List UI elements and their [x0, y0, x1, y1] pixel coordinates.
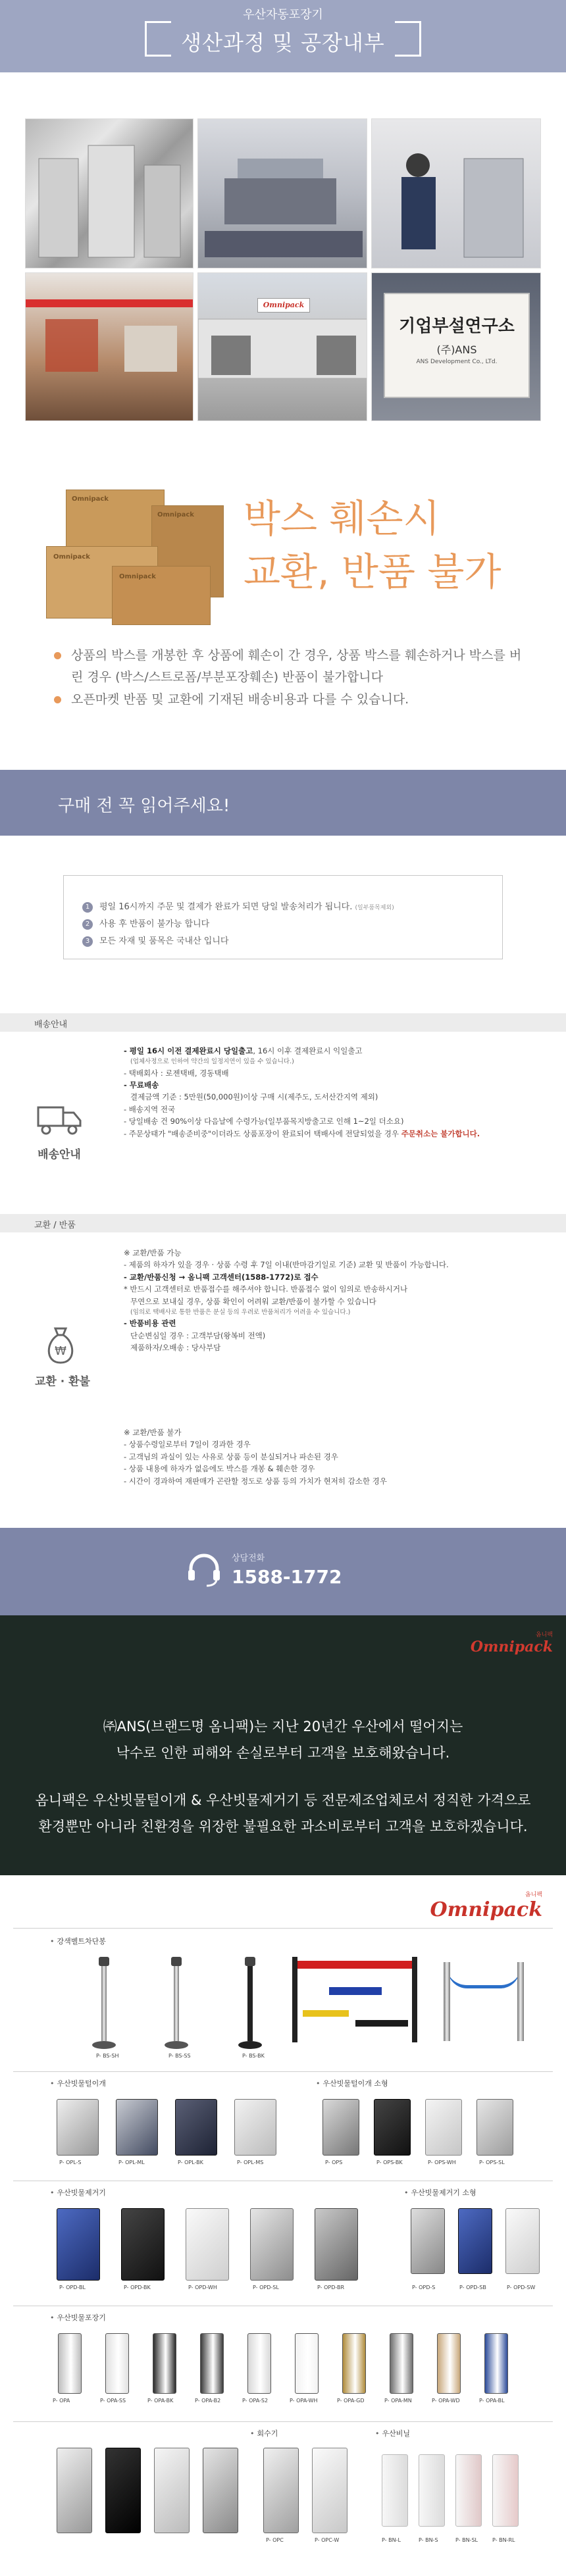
product-label: P- OPD-S: [412, 2285, 436, 2290]
contact-phone[interactable]: 1588-1772: [232, 1566, 342, 1588]
product-label: P- OPD-SL: [253, 2285, 279, 2290]
brand-logo-en: Omnipack: [470, 1638, 553, 1655]
building-shapes: [198, 273, 367, 421]
product-label: P- OPD-SW: [507, 2285, 536, 2290]
product-stanchion[interactable]: [92, 1957, 116, 2049]
product-label: P- OPA-MN: [384, 2398, 412, 2404]
product-shaker-small[interactable]: [322, 2099, 359, 2156]
product-remover[interactable]: [315, 2208, 358, 2281]
catalog-brand-en: Omnipack: [430, 1898, 542, 1921]
product-remover-small[interactable]: [458, 2208, 492, 2274]
product-label: P- OPL-MS: [237, 2159, 264, 2165]
product-label: P- OPA-B2: [195, 2398, 221, 2404]
exchange-line: * 반드시 고객센터로 반품접수를 해주셔야 합니다. 반품접수 없이 임의로 반송하시거나: [124, 1284, 408, 1294]
product-label: P- OPS: [325, 2159, 343, 2165]
header-subtitle: 우산자동포장기: [243, 8, 323, 22]
exchange-line: 무연으로 보내실 경우, 상품 확인이 어려워 교환/반품이 불가할 수 있습니다: [130, 1296, 376, 1306]
read-item-text: 모든 자재 및 품목은 국내산 입니다: [99, 936, 229, 946]
product-label: P- OPL-ML: [118, 2159, 145, 2165]
read-before-title: 구매 전 꼭 읽어주세요!: [58, 796, 230, 816]
lab-sign-company: (주)ANS: [436, 343, 477, 356]
product-remover[interactable]: [121, 2208, 165, 2281]
product-wrapper[interactable]: [100, 2333, 134, 2406]
exchange-line: - 제품의 하자가 있을 경우 · 상품 수령 후 7일 이내(반마감기일로 기준) 교환 및 반품이 가능합니다.: [124, 1260, 449, 1270]
product-label: P- OPS-SL: [479, 2159, 505, 2165]
product-label: P- OPL-S: [59, 2159, 82, 2165]
product-label: P- OPA-WH: [290, 2398, 318, 2404]
catalog-section-title: • 우산빗물털이개 소형: [316, 2078, 388, 2088]
product-label: P- OPA: [53, 2398, 70, 2404]
wrapper-product-row: [53, 2333, 527, 2406]
catalog-divider: [13, 2071, 553, 2072]
product-wrapper-body: [295, 2333, 319, 2394]
catalog-divider: [13, 2421, 553, 2422]
product-shaker[interactable]: [234, 2099, 276, 2156]
product-label: P- OPD-SB: [459, 2285, 486, 2290]
product-remover-small[interactable]: [505, 2208, 540, 2274]
product-wrapper[interactable]: [432, 2333, 466, 2406]
product-remover[interactable]: [57, 2208, 100, 2281]
exchange-line: (임의로 택배사로 통한 반품은 분실 등의 우려로 반품처리가 어려울 수 있습니다.): [130, 1308, 351, 1316]
shipping-line: (업체사정으로 인하여 약간의 일정지연이 있을 수 있습니다.): [130, 1058, 294, 1066]
product-remover[interactable]: [250, 2208, 294, 2281]
catalog-section-title: • 우산빗물포장기: [50, 2312, 106, 2323]
product-wrapper-body: [200, 2333, 224, 2394]
product-vinyl[interactable]: [419, 2454, 445, 2527]
product-wrapper[interactable]: [53, 2333, 87, 2406]
lab-sign-sub: ANS Development Co., LTd.: [416, 359, 498, 365]
read-item-text: 평일 16시까지 주문 및 결제가 완료가 되면 당일 발송처리가 됩니다.: [99, 902, 353, 912]
box-title-line1: 박스 훼손시: [244, 496, 440, 541]
factory-photo-corridor: [25, 272, 193, 421]
product-label: P- BN-SL: [455, 2537, 478, 2543]
product-catalog: [0, 1875, 566, 2576]
box-image-left: Omnipack: [46, 546, 158, 619]
shipping-title: 배송안내: [38, 1148, 81, 1161]
product-wrapper-body: [105, 2333, 129, 2394]
product-wrapper-body: [484, 2333, 508, 2394]
product-stanchion[interactable]: [165, 1957, 188, 2049]
worker-shapes: [372, 119, 541, 268]
exchange-bar-label: 교환 / 반품: [34, 1221, 76, 1230]
read-item-number: 2: [82, 919, 93, 930]
product-stand[interactable]: [203, 2448, 238, 2533]
shipping-line: - 택배회사 : 로젠택배, 경동택배: [124, 1068, 229, 1078]
shipping-line: - 주문상태가 "배송준비중"이더라도 상품포장이 완료되어 택배사에 전달되었을 경우 주문취소는 불가합니다.: [124, 1128, 480, 1138]
box-damage-section: [0, 474, 566, 750]
catalog-brand-ko: 옴니팩: [525, 1892, 542, 1898]
box-notice-item: 상품의 박스를 개봉한 후 상품에 훼손이 간 경우, 상품 박스를 훼손하거나 박스를 버린 경우 (박스/스트로폼/부분포장훼손) 반품이 불가합니다: [53, 645, 527, 689]
catalog-brand-logo: [430, 1890, 542, 1921]
product-wrapper-body: [153, 2333, 176, 2394]
read-item-number: 3: [82, 936, 93, 947]
product-wrapper-body: [437, 2333, 461, 2394]
box-image-back: Omnipack: [66, 490, 165, 588]
product-wrapper-body: [390, 2333, 413, 2394]
read-item: [82, 899, 394, 913]
company-text: 옴니팩은 우산빗물털이개 & 우산빗물제거기 등 전문제조업체로서 정직한 가격으로: [35, 1792, 531, 1808]
product-label: P- OPD-BL: [59, 2285, 86, 2290]
contact-band: [0, 1528, 566, 1615]
product-label: P- OPA-S2: [242, 2398, 269, 2404]
company-para-1: [0, 1714, 566, 1767]
company-text: 낙수로 인한 피해와 손실로부터 고객을 보호해왔습니다.: [116, 1744, 450, 1761]
exchange-line: - 시간이 경과하여 재판매가 곤란할 정도로 상품 등의 가치가 현저히 감소한 경우: [124, 1476, 387, 1486]
catalog-section-title: • 회수기: [250, 2428, 278, 2438]
shipping-bar-label: 배송안내: [34, 1020, 68, 1030]
exchange-line: - 교환/반품신청 → 옴니팩 고객센터(1588-1772)로 접수: [124, 1272, 319, 1282]
header-title: 생산과정 및 공장내부: [181, 30, 385, 55]
product-stand[interactable]: [57, 2448, 92, 2533]
factory-photo-machines: [25, 118, 193, 268]
read-before-box: [63, 875, 503, 959]
product-remover[interactable]: [186, 2208, 229, 2281]
read-item-note: (일부품목제외): [355, 905, 394, 911]
shipping-info: [124, 1045, 545, 1140]
factory-photo-building: [197, 272, 367, 421]
product-shaker[interactable]: [116, 2099, 158, 2156]
catalog-section-title: • 우산빗물제거기: [50, 2187, 106, 2198]
product-label: P- OPD-BR: [317, 2285, 345, 2290]
product-label: P- BS-BK: [242, 2053, 265, 2059]
read-before-banner: [0, 770, 566, 836]
box-image-right: Omnipack: [151, 505, 224, 597]
read-item: [82, 917, 209, 930]
brand-logo: [471, 1630, 553, 1655]
stanchion-belt-demo: [290, 1948, 421, 2046]
product-stand[interactable]: [105, 2448, 141, 2533]
assembly-shapes: [198, 119, 367, 268]
corridor-shapes: [26, 273, 193, 421]
product-stand[interactable]: [154, 2448, 190, 2533]
product-label: P- OPL-BK: [178, 2159, 203, 2165]
company-para-2: [0, 1788, 566, 1840]
read-item-number: 1: [82, 902, 93, 913]
product-wrapper-body: [342, 2333, 366, 2394]
exchange-line: - 상품 내용에 하자가 없음에도 박스를 개봉 & 훼손한 경우: [124, 1464, 315, 1474]
product-label: P- BS-SH: [96, 2053, 119, 2059]
product-shaker[interactable]: [175, 2099, 217, 2156]
product-wrapper[interactable]: [384, 2333, 419, 2406]
exchange-possible-title: ※ 교환/반품 가능: [124, 1248, 182, 1257]
product-wrapper-body: [58, 2333, 82, 2394]
shipping-line: - 당일배송 건 90%이상 다음날에 수령가능(일부품목지방출고로 인해 1~2일 더소요): [124, 1117, 404, 1126]
exchange-line: - 상품수령일로부터 7일이 경과한 경우: [124, 1440, 251, 1450]
exchange-possible-info: [124, 1247, 545, 1353]
product-collector[interactable]: [312, 2448, 347, 2533]
stanchion-rope-demo: [434, 1949, 533, 2048]
company-text: ㈜ANS(브랜드명 옴니팩)는 지난 20년간 우산에서 떨어지는: [103, 1719, 463, 1734]
product-label: P- BS-SS: [168, 2053, 191, 2059]
product-label: P- BN-L: [382, 2537, 401, 2543]
building-sign: Omnipack: [257, 298, 310, 313]
product-shaker-small[interactable]: [425, 2099, 462, 2156]
product-wrapper[interactable]: [479, 2333, 513, 2406]
product-wrapper[interactable]: [147, 2333, 182, 2406]
shipping-line: - 배송지역 전국: [124, 1104, 176, 1114]
shipping-line: 결제금액 기준 : 5만원(50,000원)이상 구매 시(제주도, 도서산간지역 제외): [130, 1092, 378, 1102]
right-bracket: [395, 21, 421, 57]
product-shaker-small[interactable]: [476, 2099, 513, 2156]
product-vinyl[interactable]: [492, 2454, 519, 2527]
product-label: P- OPA-BL: [479, 2398, 505, 2404]
product-vinyl[interactable]: [455, 2454, 482, 2527]
catalog-section-title: • 강색벨트차단봉: [50, 1936, 106, 1946]
box-notice-list: [53, 645, 527, 711]
exchange-title: 교환 · 환불: [35, 1375, 90, 1388]
shipping-bar: [0, 1013, 566, 1032]
factory-photo-lab-sign: [371, 272, 541, 421]
product-remover-small[interactable]: [411, 2208, 445, 2274]
company-text: 환경뿐만 아니라 친환경을 위장한 불필요한 과소비로부터 고객을 보호하겠습니다.: [38, 1818, 528, 1834]
product-wrapper[interactable]: [242, 2333, 276, 2406]
product-wrapper-body: [247, 2333, 271, 2394]
exchange-line: - 고객님의 과실이 있는 사유로 상품 등이 분실되거나 파손된 경우: [124, 1452, 338, 1461]
section-header: [0, 0, 566, 72]
product-label: P- OPC: [266, 2537, 284, 2543]
product-label: P- BN-RL: [492, 2537, 515, 2543]
machine-shapes: [26, 119, 193, 268]
lab-sign-plate: [384, 293, 530, 398]
product-shaker[interactable]: [57, 2099, 99, 2156]
box-title-line2: 교환, 반품 불가: [244, 549, 502, 595]
product-label: P- OPD-BK: [124, 2285, 151, 2290]
box-damage-title: [244, 492, 501, 599]
product-collector[interactable]: [263, 2448, 299, 2533]
product-label: P- OPS-BK: [376, 2159, 403, 2165]
catalog-section-title: • 우산빗물제거기 소형: [404, 2187, 476, 2198]
company-intro: [0, 1615, 566, 1875]
product-label: P- OPS-WH: [428, 2159, 456, 2165]
product-label: P- OPD-WH: [188, 2285, 217, 2290]
product-shaker-small[interactable]: [374, 2099, 411, 2156]
exchange-bar: [0, 1214, 566, 1232]
exchange-line: - 반품비용 관련: [124, 1319, 176, 1328]
product-label: P- OPA-WD: [432, 2398, 460, 2404]
brand-logo-ko: 옴니팩: [535, 1632, 553, 1638]
catalog-divider: [13, 1928, 553, 1929]
factory-photo-assembly: [197, 118, 367, 268]
product-wrapper[interactable]: [337, 2333, 371, 2406]
contact-label: 상담전화: [232, 1553, 265, 1563]
catalog-section-title: • 우산비닐: [375, 2428, 410, 2438]
lab-sign-title: 기업부설연구소: [399, 316, 515, 336]
product-label: P- OPC-W: [315, 2537, 340, 2543]
exchange-impossible-title: ※ 교환/반품 불가: [124, 1428, 182, 1437]
money-bag-icon: [42, 1326, 79, 1368]
product-wrapper[interactable]: [195, 2333, 229, 2406]
product-label: P- OPA-GD: [337, 2398, 365, 2404]
exchange-impossible-info: [124, 1427, 545, 1487]
svg-text:₩: ₩: [55, 1344, 66, 1358]
product-stanchion[interactable]: [238, 1957, 262, 2049]
exchange-line: 제품하자/오배송 : 당사부담: [130, 1342, 221, 1352]
catalog-section-title: • 우산빗물털이개: [50, 2078, 106, 2088]
product-label: P- OPA-SS: [100, 2398, 126, 2404]
product-label: P- OPA-BK: [147, 2398, 174, 2404]
exchange-line: 단순변심일 경우 : 고객부담(왕복비 전액): [130, 1330, 266, 1340]
box-image-front: Omnipack: [112, 566, 211, 625]
product-wrapper[interactable]: [290, 2333, 324, 2406]
shipping-line: - 무료배송: [124, 1080, 159, 1090]
factory-photo-worker: [371, 118, 541, 268]
headset-icon: [186, 1552, 222, 1591]
read-item: [82, 934, 228, 947]
shipping-line: - 평일 16시 이전 결제완료시 당일출고, 16시 이후 결제완료시 익일출고: [124, 1046, 363, 1055]
read-item-text: 사용 후 반품이 불가능 합니다: [99, 919, 210, 929]
product-vinyl[interactable]: [382, 2454, 408, 2527]
product-label: P- BN-S: [419, 2537, 438, 2543]
truck-icon: [36, 1102, 83, 1139]
box-notice-item: 오픈마켓 반품 및 교환에 기재된 배송비용과 다를 수 있습니다.: [53, 689, 527, 711]
